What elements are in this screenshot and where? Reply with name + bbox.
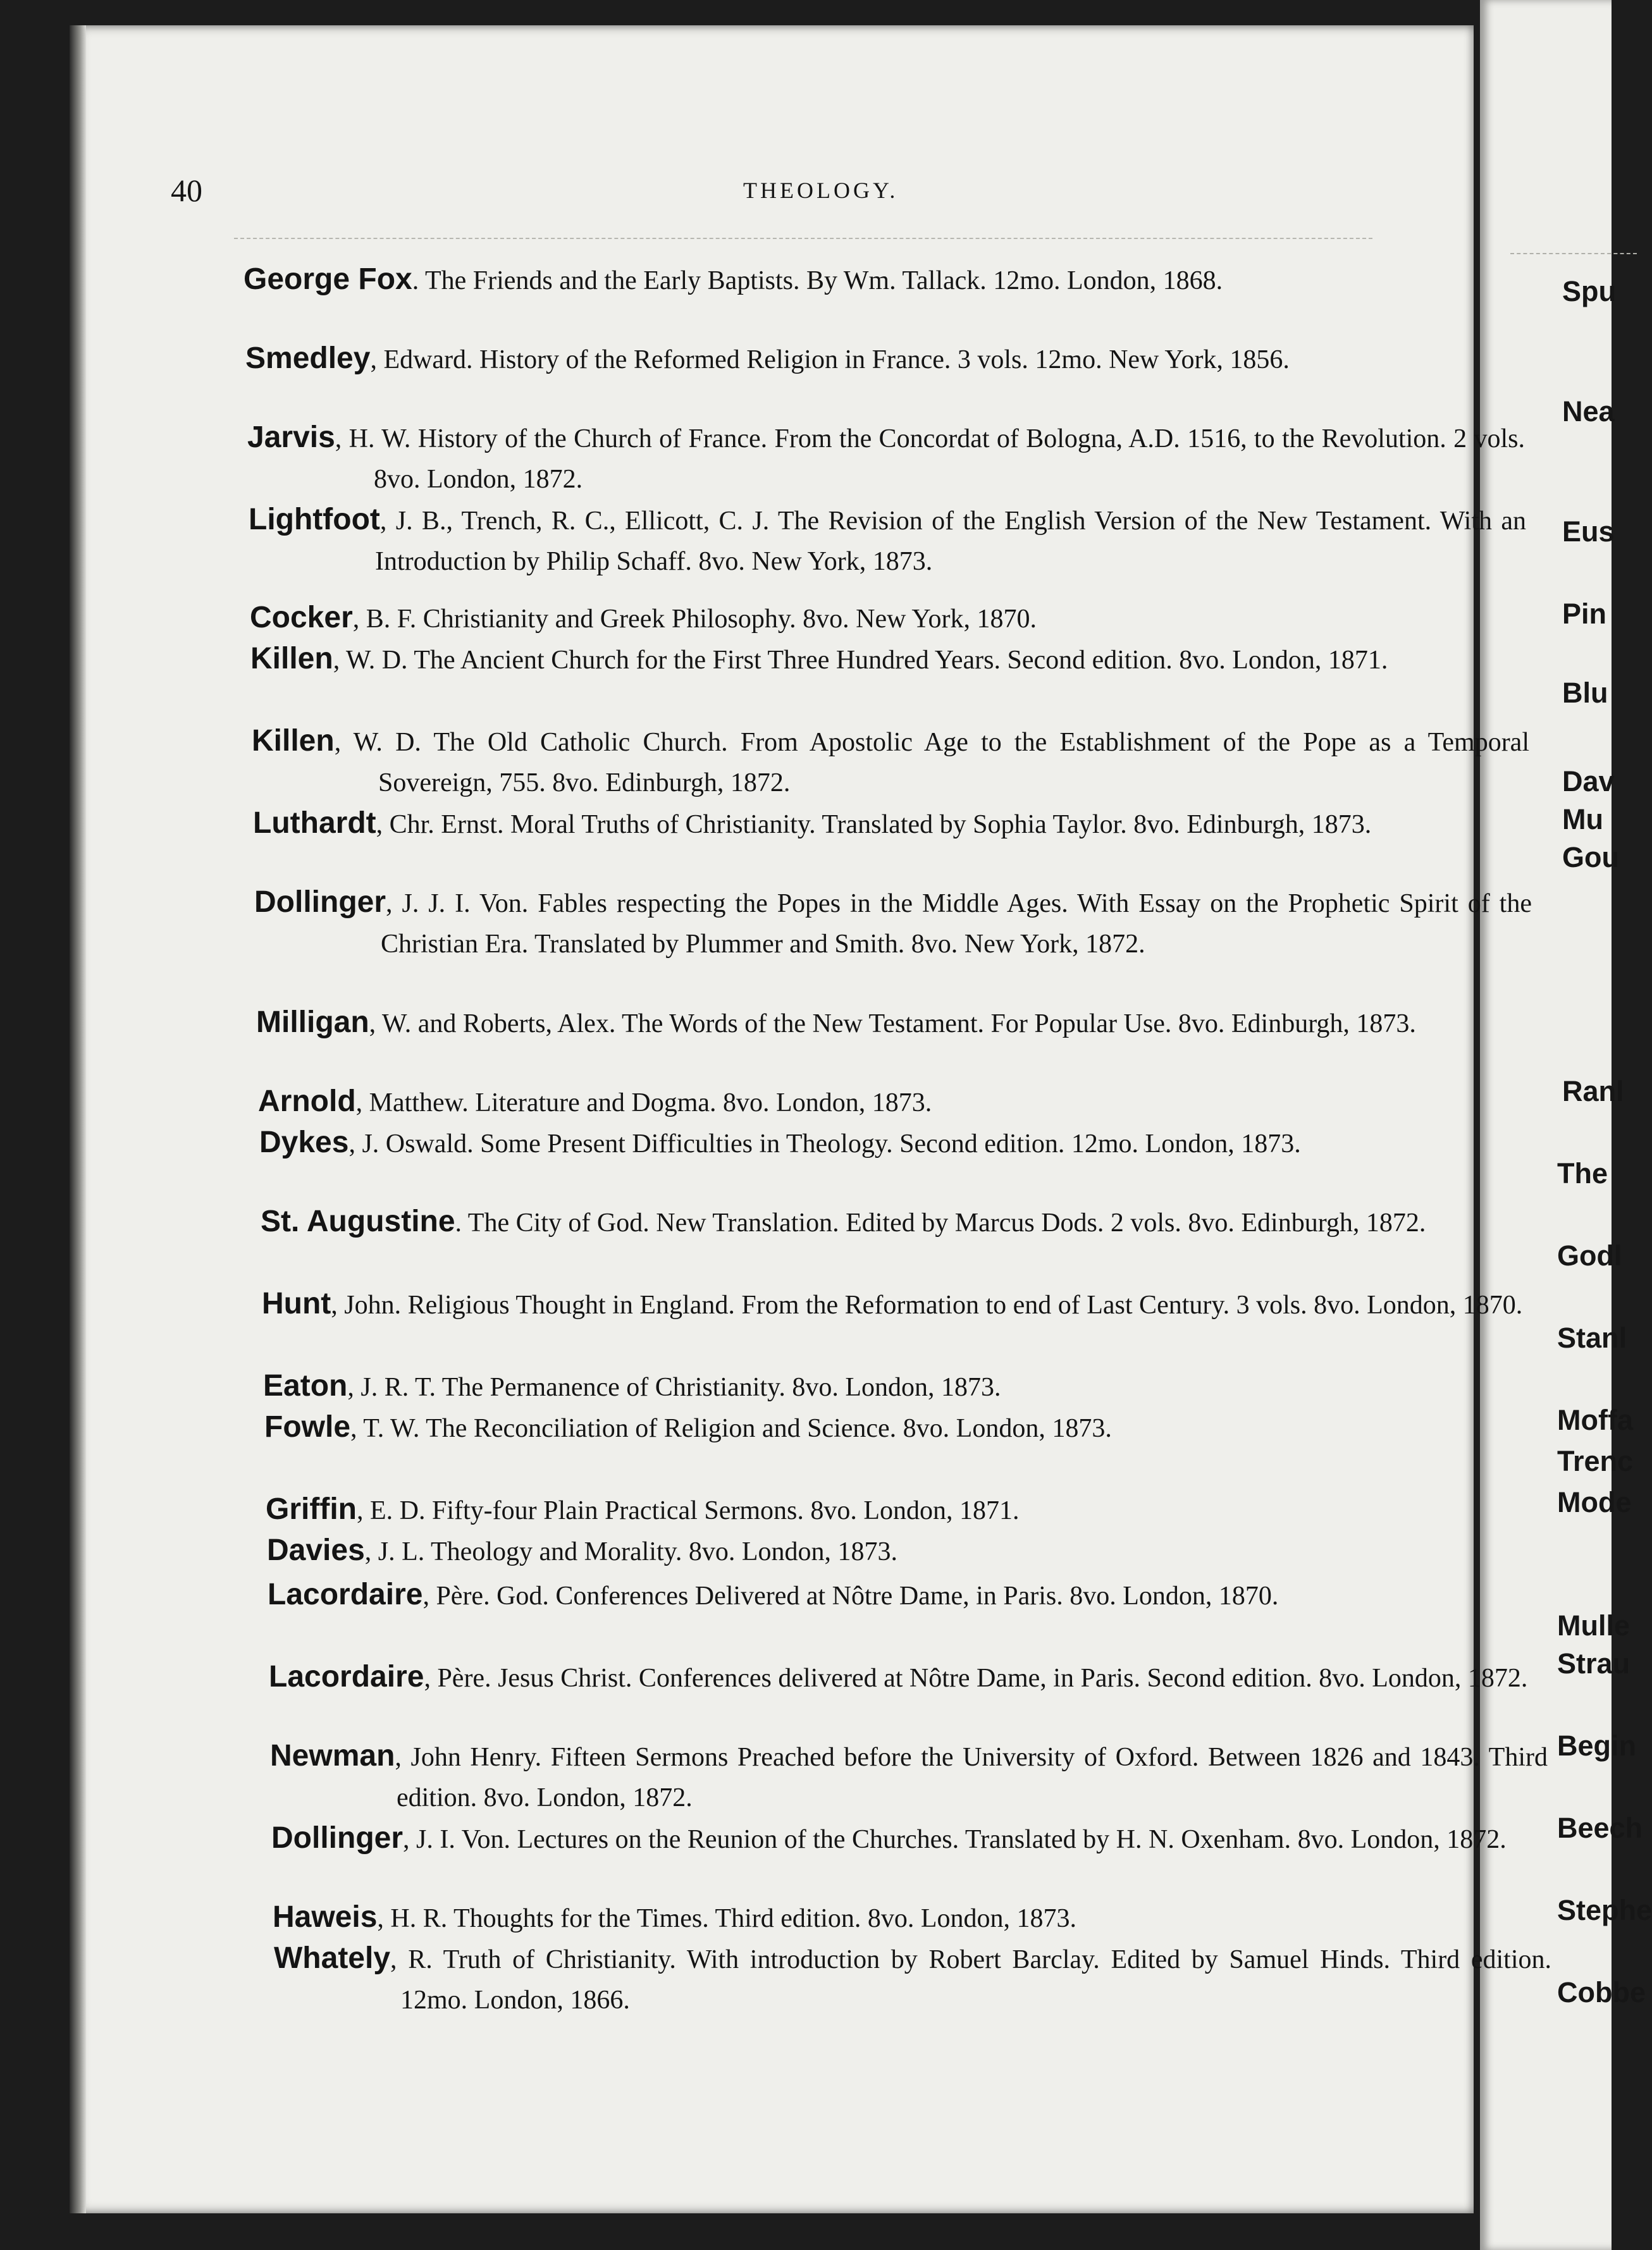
entry-author: Eaton bbox=[263, 1369, 348, 1403]
bibliography-entry bbox=[259, 1122, 1537, 1164]
entry-author: Dollinger bbox=[254, 885, 386, 919]
adjacent-page-fragment: Begin bbox=[1557, 1730, 1637, 1762]
bibliography-entry bbox=[250, 639, 1528, 680]
bibliography-entry bbox=[253, 803, 1531, 845]
bibliography-entry bbox=[249, 500, 1526, 582]
bibliography-entry bbox=[256, 1002, 1534, 1044]
adjacent-page-fragment: Dav bbox=[1562, 765, 1615, 797]
adjacent-page-fragment: Beech bbox=[1557, 1812, 1643, 1844]
entry-details: , Chr. Ernst. Moral Truths of Christianity. Translated by Sophia Taylor. 8vo. Edinburgh, 1873. bbox=[376, 810, 1372, 839]
bibliography-entry bbox=[273, 1897, 1550, 1939]
entry-details: , Matthew. Literature and Dogma. 8vo. London, 1873. bbox=[355, 1088, 932, 1117]
entry-author: Smedley bbox=[245, 341, 371, 375]
entry-details: , J. L. Theology and Morality. 8vo. London, 1873. bbox=[364, 1537, 898, 1566]
adjacent-page-fragment: Cobbe bbox=[1557, 1976, 1646, 2008]
entry-details: , E. D. Fifty-four Plain Practical Sermons. 8vo. London, 1871. bbox=[356, 1496, 1020, 1525]
bibliography-entry bbox=[266, 1489, 1543, 1531]
adjacent-page-fragment: Blu bbox=[1562, 677, 1608, 709]
adjacent-page-fragment: The bbox=[1557, 1157, 1608, 1190]
bibliography-entry bbox=[263, 1366, 1541, 1408]
adjacent-page-fragment: Stanl bbox=[1557, 1322, 1627, 1354]
entry-details: , T. W. The Reconciliation of Religion and Science. 8vo. London, 1873. bbox=[350, 1414, 1112, 1443]
adjacent-page-fragment: Eus bbox=[1562, 515, 1615, 548]
bibliography-entry bbox=[262, 1284, 1539, 1325]
entry-author: Killen bbox=[252, 724, 335, 758]
entry-details: . The City of God. New Translation. Edited by Marcus Dods. 2 vols. 8vo. Edinburgh, 1872. bbox=[455, 1208, 1426, 1238]
adjacent-page-fragment: Spu bbox=[1562, 275, 1616, 307]
entry-author: Luthardt bbox=[253, 806, 376, 840]
entry-details: . The Friends and the Early Baptists. By Wm. Tallack. 12mo. London, 1868. bbox=[412, 266, 1223, 295]
bibliography-entry bbox=[243, 259, 1521, 301]
entry-details: , B. F. Christianity and Greek Philosophy. 8vo. New York, 1870. bbox=[352, 605, 1037, 634]
entry-details: , J. B., Trench, R. C., Ellicott, C. J. The Revision of the English Version of the New Testament. With an Introduction by Philip Schaff. 8vo. New York, 1873. bbox=[375, 507, 1526, 576]
bibliography-entry bbox=[274, 1938, 1551, 2020]
section-title: THEOLOGY. bbox=[743, 178, 899, 203]
entry-details: , J. Oswald. Some Present Difficulties in Theology. Second edition. 12mo. London, 1873. bbox=[348, 1129, 1301, 1159]
adjacent-page-fragment: Mode bbox=[1557, 1486, 1632, 1518]
adjacent-page-fragment: Mulle bbox=[1557, 1609, 1630, 1642]
bibliography-entry bbox=[247, 417, 1525, 500]
entry-details: , H. R. Thoughts for the Times. Third edition. 8vo. London, 1873. bbox=[377, 1904, 1077, 1933]
entry-author: Milligan bbox=[256, 1005, 369, 1039]
entry-author: Lightfoot bbox=[249, 503, 380, 536]
entry-author: Dollinger bbox=[271, 1821, 404, 1855]
entry-author: Griffin bbox=[266, 1492, 357, 1526]
bibliography-entry bbox=[270, 1736, 1548, 1818]
adjacent-page-rule bbox=[1510, 253, 1637, 254]
entry-details: , W. D. The Ancient Church for the First Three Hundred Years. Second edition. 8vo. London, 1871. bbox=[333, 646, 1388, 675]
entry-author: Davies bbox=[267, 1534, 365, 1567]
entry-details: , John. Religious Thought in England. From the Reformation to end of Last Century. 3 vols. 8vo. London, 1870. bbox=[331, 1291, 1523, 1320]
bibliography-entry bbox=[271, 1818, 1549, 1860]
entry-details: , Père. God. Conferences Delivered at Nôtre Dame, in Paris. 8vo. London, 1870. bbox=[422, 1582, 1279, 1611]
bibliography-entry bbox=[250, 598, 1527, 639]
entry-details: , J. R. T. The Permanence of Christianity. 8vo. London, 1873. bbox=[347, 1373, 1001, 1402]
adjacent-page-fragment: Stephe bbox=[1557, 1894, 1652, 1926]
entry-details: , J. J. I. Von. Fables respecting the Popes in the Middle Ages. With Essay on the Prophetic Spirit of the Christian Era. Translated by Plummer and Smith. 8vo. New York, 1872. bbox=[381, 889, 1532, 959]
running-head bbox=[0, 172, 1612, 210]
adjacent-page-fragment: Nea bbox=[1562, 395, 1615, 427]
bibliography-entry bbox=[268, 1575, 1545, 1616]
header-rule bbox=[234, 238, 1372, 239]
page-gutter-shadow bbox=[70, 25, 86, 2213]
entry-author: Haweis bbox=[273, 1900, 378, 1934]
bibliography-entry bbox=[252, 721, 1529, 803]
entry-author: St. Augustine bbox=[261, 1205, 455, 1238]
entry-details: , H. W. History of the Church of France. From the Concordat of Bologna, A.D. 1516, to the Revolution. 2 vols. 8vo. London, 1872. bbox=[335, 424, 1525, 494]
entry-author: Lacordaire bbox=[269, 1660, 424, 1694]
entry-details: , W. and Roberts, Alex. The Words of the New Testament. For Popular Use. 8vo. Edinburgh, 1873. bbox=[369, 1009, 1416, 1038]
entry-details: , Edward. History of the Reformed Religion in France. 3 vols. 12mo. New York, 1856. bbox=[370, 345, 1290, 374]
adjacent-page-fragment: Moffa bbox=[1557, 1404, 1633, 1436]
adjacent-page-fragment: Mu bbox=[1562, 803, 1603, 835]
entry-details: , John Henry. Fifteen Sermons Preached before the University of Oxford. Between 1826 and 1843. Third edition. 8vo. London, 1872. bbox=[395, 1743, 1548, 1812]
bibliography-entry bbox=[261, 1202, 1538, 1243]
bibliography-entry bbox=[254, 882, 1532, 964]
entry-details: , Père. Jesus Christ. Conferences delivered at Nôtre Dame, in Paris. Second edition. 8vo. London, 1872. bbox=[424, 1664, 1528, 1693]
adjacent-page-fragment: Gou bbox=[1562, 841, 1619, 873]
entry-author: Hunt bbox=[262, 1287, 331, 1320]
entry-author: Cocker bbox=[250, 601, 353, 634]
bibliography-entry bbox=[269, 1657, 1546, 1699]
entry-author: George Fox bbox=[243, 262, 412, 296]
entry-details: , J. I. Von. Lectures on the Reunion of the Churches. Translated by H. N. Oxenham. 8vo. London, 1872. bbox=[403, 1825, 1507, 1854]
entry-author: Dykes bbox=[259, 1126, 349, 1159]
adjacent-page-fragment: Pin bbox=[1562, 598, 1607, 630]
entry-author: Killen bbox=[250, 642, 333, 675]
entry-details: , W. D. The Old Catholic Church. From Apostolic Age to the Establishment of the Pope as a Temporal Sovereign, 755. 8vo. Edinburgh, 1872. bbox=[334, 728, 1529, 797]
bibliography-entry bbox=[267, 1530, 1544, 1572]
bibliography-entry bbox=[245, 338, 1523, 380]
bibliography-entry bbox=[264, 1407, 1542, 1449]
entry-author: Fowle bbox=[264, 1410, 351, 1444]
entry-author: Jarvis bbox=[247, 421, 335, 454]
adjacent-page-fragment: Ranl bbox=[1562, 1075, 1624, 1107]
page-number: 40 bbox=[171, 173, 202, 208]
adjacent-page-fragment: Trenc bbox=[1557, 1445, 1634, 1477]
bibliography-entry bbox=[258, 1081, 1536, 1123]
entry-details: , R. Truth of Christianity. With introduction by Robert Barclay. Edited by Samuel Hinds. Third edition. 12mo. London, 1866. bbox=[390, 1945, 1551, 2015]
entry-author: Arnold bbox=[258, 1085, 356, 1118]
entry-author: Newman bbox=[270, 1739, 395, 1773]
entry-author: Lacordaire bbox=[268, 1578, 423, 1611]
adjacent-page-fragment: Godl bbox=[1557, 1239, 1622, 1272]
adjacent-page-fragment: Strau bbox=[1557, 1647, 1630, 1680]
entry-author: Whately bbox=[274, 1941, 391, 1975]
